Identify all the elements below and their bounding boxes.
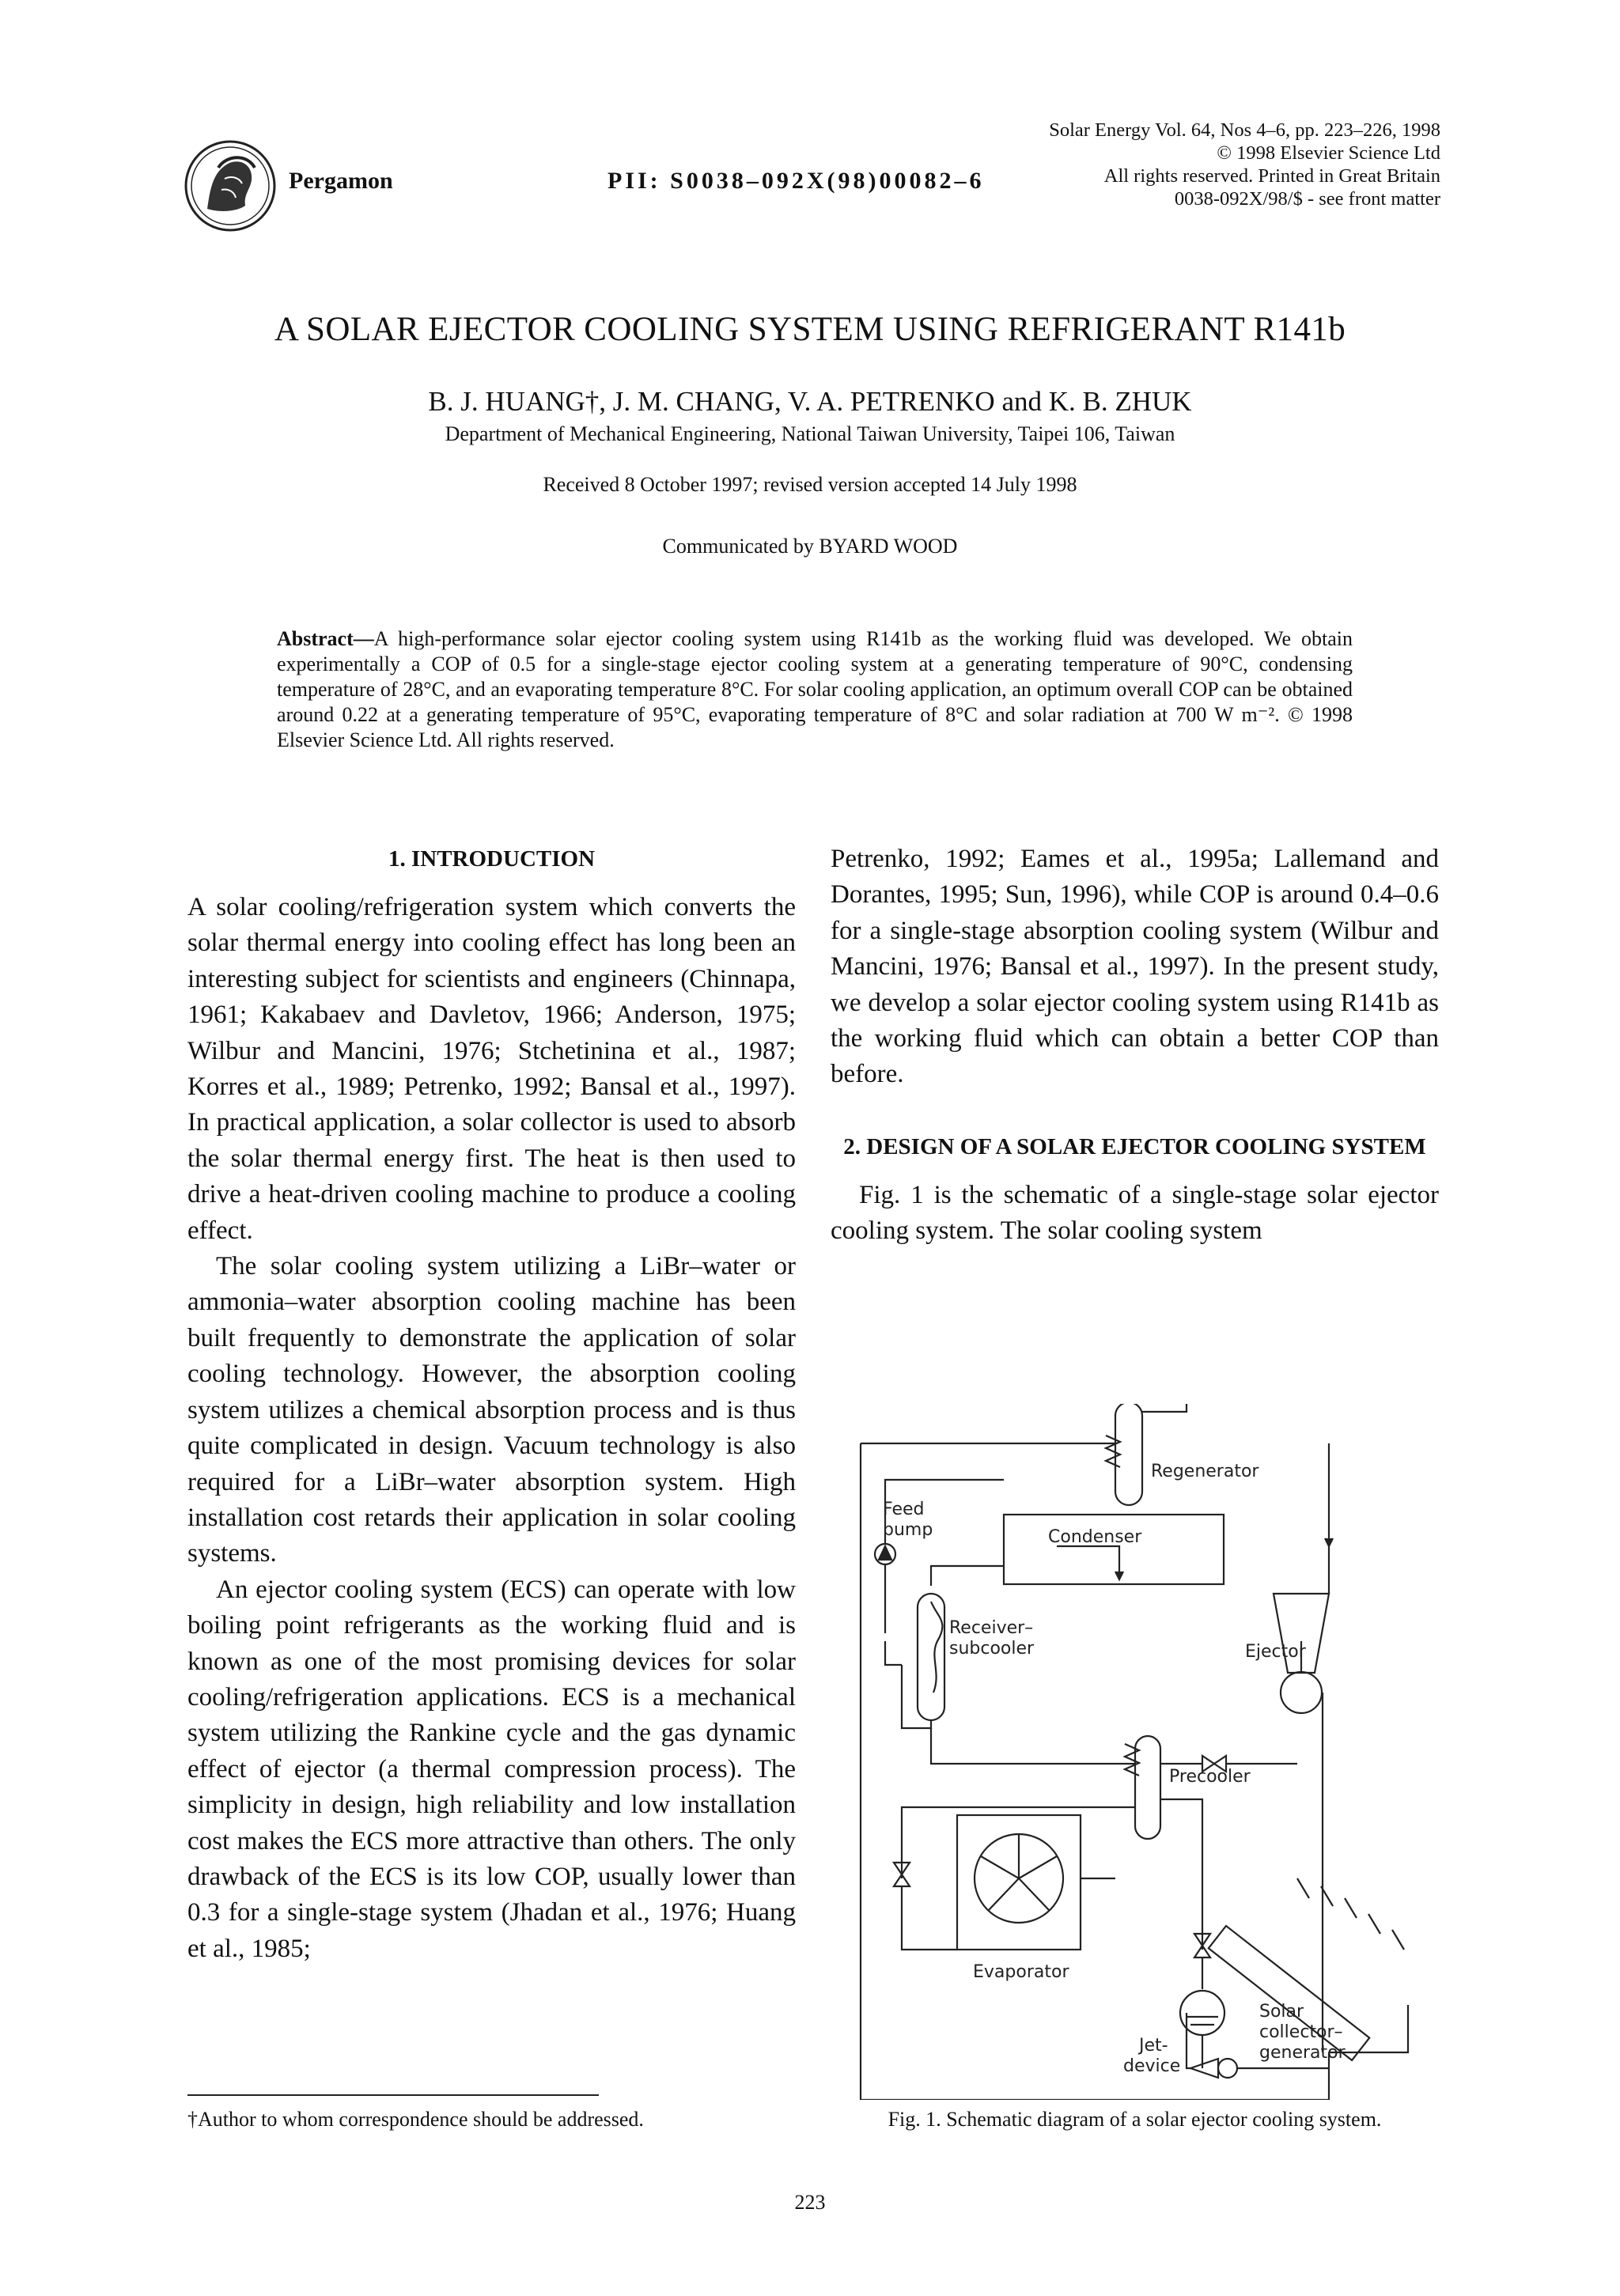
condenser-inlet [1057, 1546, 1119, 1578]
label-subcooler: subcooler [949, 1639, 1035, 1659]
label-device: device [1123, 2056, 1181, 2076]
receiver-subcooler-vessel [918, 1594, 944, 1720]
right-column [831, 842, 1439, 1250]
page-number: 223 [794, 2191, 826, 2214]
label-receiver: Receiver– [949, 1618, 1034, 1638]
precooler-vessel [1135, 1736, 1160, 1839]
section-heading-design: 2. DESIGN OF A SOLAR EJECTOR COOLING SYSTEM [843, 1133, 1426, 1159]
condenser-box [1004, 1515, 1224, 1584]
label-condenser: Condenser [1048, 1527, 1142, 1547]
paragraph-intro-2: The solar cooling system utilizing a LiBr–water or ammonia–water absorption cooling machine has been built frequently to demonstrate the application of solar cooling technology. However, the absorption cooling system utilizes a chemical absorption process and is thus quite complicated in design. Vacuum technology is also required for a LiBr–water absorption system. High installation cost retards their application in solar cooling systems. [187, 1252, 796, 1568]
article-title: A SOLAR EJECTOR COOLING SYSTEM USING REFRIGERANT R141b [274, 311, 1346, 348]
rights-line: All rights reserved. Printed in Great Britain [1103, 165, 1440, 187]
copyright-line: © 1998 Elsevier Science Ltd [1217, 142, 1440, 164]
affiliation: Department of Mechanical Engineering, National Taiwan University, Taipei 106, Taiwan [445, 422, 1175, 445]
issn-line: 0038-092X/98/$ - see front matter [1174, 188, 1440, 210]
label-regenerator: Regenerator [1151, 1462, 1259, 1481]
abstract [277, 626, 1353, 753]
pii-code: PII: S0038–092X(98)00082–6 [608, 168, 985, 194]
label-pump: pump [883, 1520, 933, 1540]
label-ejector: Ejector [1245, 1642, 1306, 1662]
author-list: B. J. HUANG†, J. M. CHANG, V. A. PETRENKO and K. B. ZHUK [428, 386, 1192, 417]
label-generator: generator [1259, 2043, 1346, 2063]
regenerator-coil [1106, 1435, 1120, 1467]
label-collector: collector– [1259, 2022, 1343, 2042]
paragraph-design-1: Fig. 1 is the schematic of a single-stage solar ejector cooling system. The solar cooling system [831, 1180, 1439, 1246]
journal-info [950, 119, 1440, 210]
communicated-by: Communicated by BYARD WOOD [662, 535, 958, 558]
ejector-chamber [1281, 1672, 1322, 1713]
footnote: †Author to whom correspondence should be addressed. [187, 2108, 644, 2131]
figure-1-caption: Fig. 1. Schematic diagram of a solar ejector cooling system. [888, 2108, 1382, 2131]
paragraph-intro-1: A solar cooling/refrigeration system which converts the solar thermal energy into cooling effect has long been an interesting subject for scientists and engineers (Chinnapa, 1961; Kakabaev and Davletov, 1966; Anderson, 1975; Wilbur and Mancini, 1976; Stchetinina et al., 1987; Korres et al., 1989; Petrenko, 1992; Bansal et al., 1997). In practical application, a solar collector is used to absorb the solar thermal energy first. The heat is then used to drive a heat-driven cooling machine to produce a cooling effect. [187, 893, 796, 1245]
label-precooler: Precooler [1169, 1767, 1251, 1787]
label-jet: Jet- [1139, 2036, 1168, 2056]
publisher-name: Pergamon [289, 168, 393, 194]
journal-citation: Solar Energy Vol. 64, Nos 4–6, pp. 223–226, 1998 [1049, 119, 1440, 141]
received-dates: Received 8 October 1997; revised version accepted 14 July 1998 [543, 473, 1077, 496]
sun-rays [1297, 1878, 1404, 1950]
paragraph-intro-3: An ejector cooling system (ECS) can operate with low boiling point refrigerants as the working fluid and is known as one of the most promising devices for solar cooling/refrigeration applications. ECS is a mechanical system utilizing the Rankine cycle and the gas dynamic effect of ejector (a thermal compression process). The simplicity in design, high reliability and low installation cost makes the ECS more attractive than others. The only drawback of the ECS is its low COP, usually lower than 0.3 for a single-stage system (Jhadan et al., 1976; Huang et al., 1985; [187, 1575, 796, 1963]
abstract-label: Abstract— [277, 627, 374, 650]
paragraph-intro-3-continued: Petrenko, 1992; Eames et al., 1995a; Lallemand and Dorantes, 1995; Sun, 1996), while COP is around 0.4–0.6 for a single-stage absorption cooling system (Wilbur and Mancini, 1976; Bansal et al., 1997). In the present study, we develop a solar ejector cooling system using R141b as the working fluid which can obtain a better COP than before. [831, 845, 1439, 1089]
section-heading-introduction: 1. INTRODUCTION [388, 846, 596, 872]
pergamon-logo [184, 139, 277, 233]
footnote-rule [187, 2094, 599, 2096]
label-solar: Solar [1259, 2002, 1304, 2022]
abstract-text: A high-performance solar ejector cooling system using R141b as the working fluid was developed. We obtain experimentally a COP of 0.5 for a single-stage ejector cooling system at a generating temperature of 90°C, condensing temperature of 28°C, and an evaporating temperature 8°C. For solar cooling application, an optimum overall COP can be obtained around 0.22 at a generating temperature of 95°C, evaporating temperature of 8°C and solar radiation at 700 W m⁻². © 1998 Elsevier Science Ltd. All rights reserved. [277, 627, 1353, 751]
left-column [187, 842, 796, 1967]
label-feed: Feed [883, 1500, 925, 1519]
jet-device [1190, 2059, 1218, 2078]
label-evaporator: Evaporator [973, 1962, 1069, 1982]
figure-1-schematic [854, 1404, 1424, 2100]
